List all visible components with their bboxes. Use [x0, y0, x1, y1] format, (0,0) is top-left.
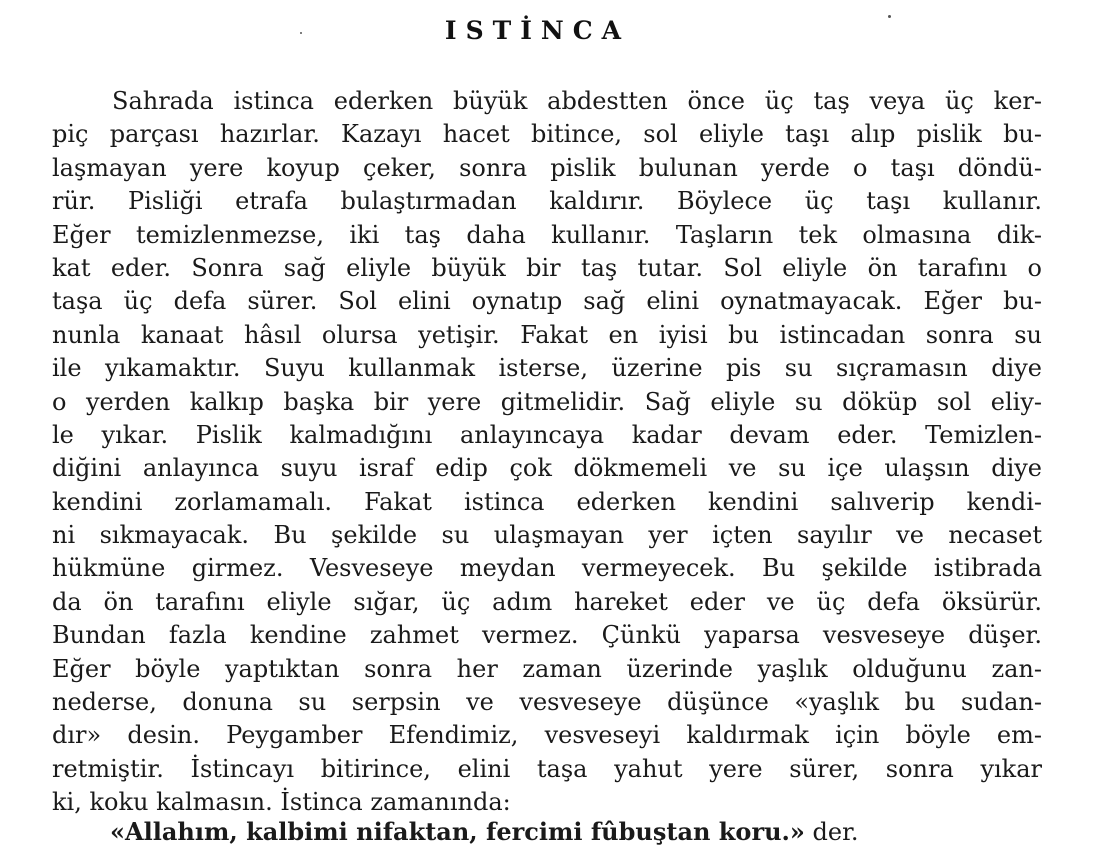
text-line: ni sıkmayacak. Bu şekilde su ulaşmayan yer içten sayılır ve necaset	[52, 521, 1042, 550]
text-line: taşa üç defa sürer. Sol elini oynatıp sağ elini oynatmayacak. Eğer bu-	[52, 287, 1042, 316]
text-line: laşmayan yere koyup çeker, sonra pislik bulunan yerde o taşı döndü-	[52, 153, 1042, 182]
prayer-line	[110, 815, 859, 849]
text-line: nunla kanaat hâsıl olursa yetişir. Fakat en iyisi bu istincadan sonra su	[52, 320, 1042, 349]
text-line: diğini anlayınca suyu israf edip çok dökmemeli ve su içe ulaşsın diye	[52, 454, 1042, 483]
text-line: kendini zorlamamalı. Fakat istinca ederken kendini salıverip kendi-	[52, 487, 1042, 516]
prayer-tail: der.	[804, 818, 859, 846]
text-line: piç parçası hazırlar. Kazayı hacet bitince, sol eliyle taşı alıp pislik bu-	[52, 120, 1042, 149]
text-line: Bundan fazla kendine zahmet vermez. Çünkü yaparsa vesveseye düşer.	[52, 621, 1042, 650]
text-line: rür. Pisliği etrafa bulaştırmadan kaldırır. Böylece üç taşı kullanır.	[52, 187, 1042, 216]
prayer-quote: «Allahım, kalbimi nifaktan, fercimi fûbuştan koru.»	[110, 817, 805, 846]
text-line: o yerden kalkıp başka bir yere gitmelidir. Sağ eliyle su döküp sol eliy-	[52, 387, 1042, 416]
text-line: Eğer böyle yaptıktan sonra her zaman üzerinde yaşlık olduğunu zan-	[52, 654, 1042, 683]
text-line: kat eder. Sonra sağ eliyle büyük bir taş tutar. Sol eliyle ön tarafını o	[52, 253, 1042, 282]
page-title: ISTİNCA	[444, 16, 631, 45]
text-line: da ön tarafını eliyle sığar, üç adım hareket eder ve üç defa öksürür.	[52, 587, 1042, 616]
text-line: le yıkar. Pislik kalmadığını anlayıncaya kadar devam eder. Temizlen-	[52, 420, 1042, 449]
text-line: hükmüne girmez. Vesveseye meydan vermeyecek. Bu şekilde istibrada	[52, 554, 1042, 583]
text-line: retmiştir. İstincayı bitirince, elini taşa yahut yere sürer, sonra yıkar	[52, 754, 1042, 783]
text-line: Sahrada istinca ederken büyük abdestten önce üç taş veya üç ker-	[112, 87, 1042, 115]
text-line: ki, koku kalmasın. İstinca zamanında:	[52, 788, 511, 817]
text-line: ile yıkamaktır. Suyu kullanmak isterse, üzerine pis su sıçramasın diye	[52, 354, 1042, 383]
body-paragraph	[52, 85, 1042, 820]
text-line: nederse, donuna su serpsin ve vesveseye düşünce «yaşlık bu sudan-	[52, 688, 1042, 717]
text-line: Eğer temizlenmezse, iki taş daha kullanır. Taşların tek olmasına dik-	[52, 220, 1042, 249]
text-line: dır» desin. Peygamber Efendimiz, vesveseyi kaldırmak için böyle em-	[52, 721, 1042, 750]
